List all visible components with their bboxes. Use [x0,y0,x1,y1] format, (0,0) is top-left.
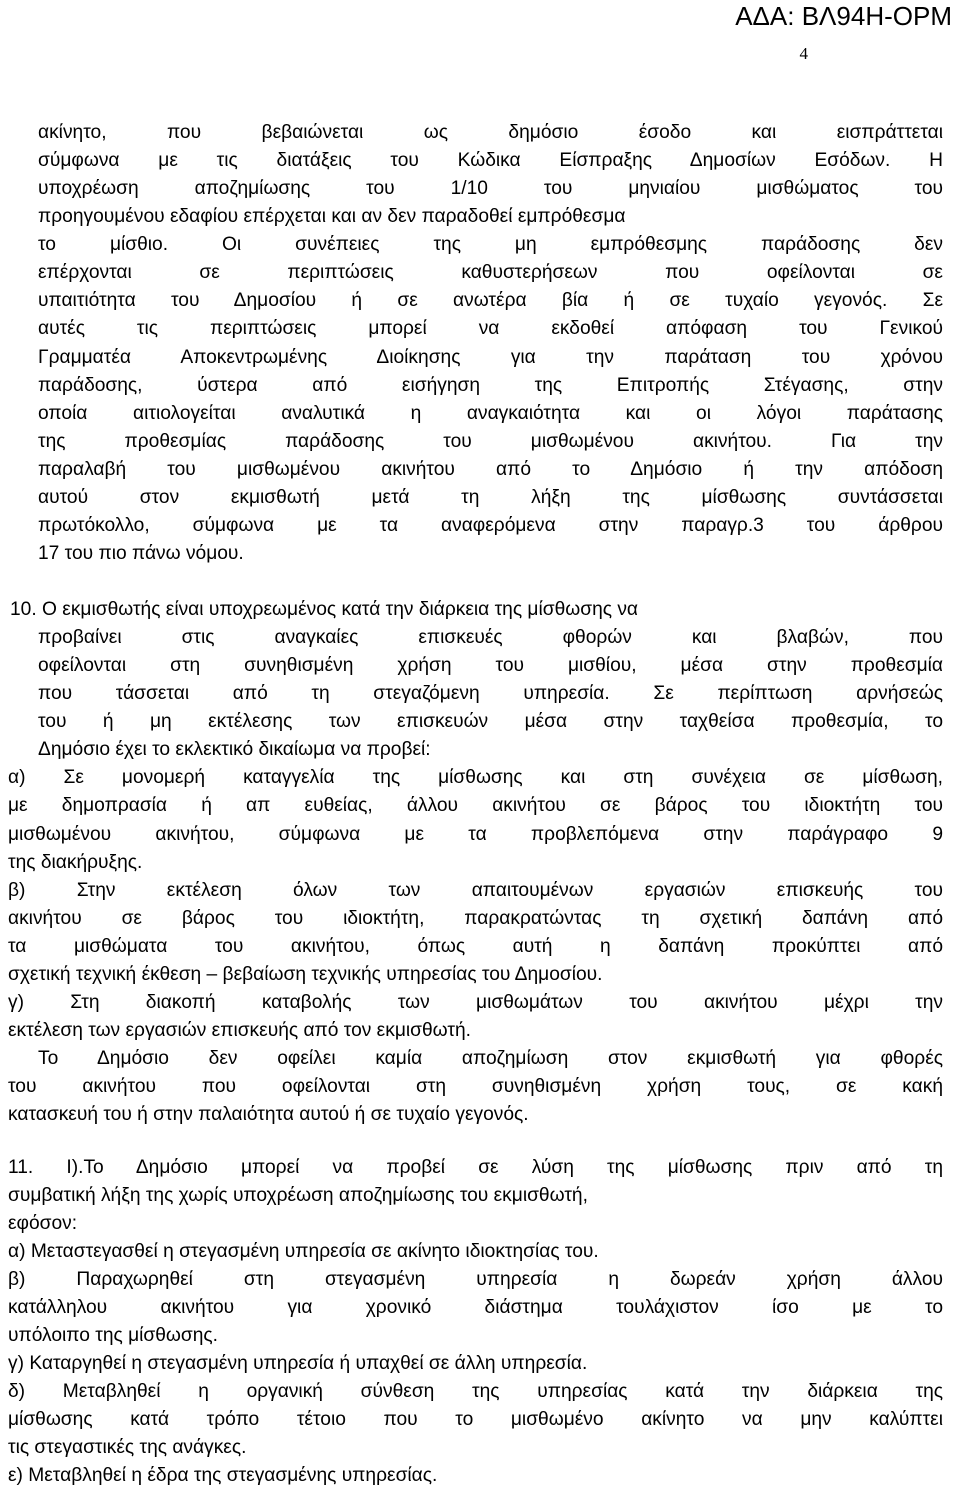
text-line: της διακήρυξης. [8,852,143,873]
text-line: που τάσσεται από τη στεγαζόμενη υπηρεσία. Σε περίπτωση αρνήσεώς [38,683,943,704]
text-line: προηγουμένου εδαφίου επέρχεται και αν δεν παραδοθεί εμπρόθεσμα [38,206,626,227]
text-line: 17 του πιο πάνω νόμου. [38,543,244,564]
page-number: 4 [799,44,808,63]
text-line: αυτές τις περιπτώσεις μπορεί να εκδοθεί απόφαση του Γενικού [38,318,943,339]
text-line: α) Μεταστεγασθεί η στεγασμένη υπηρεσία σε ακίνητο ιδιοκτησίας του. [8,1241,599,1262]
text-line: με δημοπρασία ή απ ευθείας, άλλου ακινήτου σε βάρος του ιδιοκτήτη του [8,795,943,816]
text-line: μισθωμένου ακινήτου, σύμφωνα με τα προβλεπόμενα στην παράγραφο 9 [8,824,943,845]
text-line: παράδοσης, ύστερα από εισήγηση της Επιτροπής Στέγασης, στην [38,375,943,396]
text-line: β) Στην εκτέλεση όλων των απαιτουμένων εργασιών επισκευής του [8,880,943,901]
text-line: δ) Μεταβληθεί η οργανική σύνθεση της υπηρεσίας κατά την διάρκεια της [8,1381,943,1402]
text-line: συμβατική λήξη της χωρίς υποχρέωση αποζημίωσης του εκμισθωτή, [8,1185,588,1206]
text-line: παραλαβή του μισθωμένου ακινήτου από το Δημόσιο ή την απόδοση [38,459,943,480]
text-line: του ακινήτου που οφείλονται στη συνηθισμένη χρήση τους, σε κακή [8,1076,943,1097]
ada-code: ΑΔΑ: ΒΛ94Η-ΟΡΜ [735,1,952,31]
text-line: Το Δημόσιο δεν οφείλει καμία αποζημίωση στον εκμισθωτή για φθορές [38,1048,943,1069]
text-line: αυτού στον εκμισθωτή μετά τη λήξη της μίσθωσης συντάσσεται [38,487,943,508]
text-line: Δημόσιο έχει το εκλεκτικό δικαίωμα να προβεί: [38,739,431,760]
text-line: εκτέλεση των εργασιών επισκευής από τον εκμισθωτή. [8,1020,471,1041]
text-line: ακίνητο, που βεβαιώνεται ως δημόσιο έσοδο και εισπράττεται [38,122,943,143]
text-line: το μίσθιο. Οι συνέπειες της μη εμπρόθεσμης παράδοσης δεν [38,234,943,255]
text-line: υπόλοιπο της μίσθωσης. [8,1325,218,1346]
text-line: κατασκευή του ή στην παλαιότητα αυτού ή σε τυχαίο γεγονός. [8,1104,529,1125]
text-line: πρωτόκολλο, σύμφωνα με τα αναφερόμενα στην παραγρ.3 του άρθρου [38,515,943,536]
text-line: σχετική τεχνική έκθεση – βεβαίωση τεχνικής υπηρεσίας του Δημοσίου. [8,964,603,985]
text-line: υπαιτιότητα του Δημοσίου ή σε ανωτέρα βία ή σε τυχαίο γεγονός. Σε [38,290,943,311]
text-line: υποχρέωση αποζημίωσης του 1/10 του μηνιαίου μισθώματος του [38,178,943,199]
text-line: γ) Στη διακοπή καταβολής των μισθωμάτων του ακινήτου μέχρι την [8,992,943,1013]
text-line: 10. Ο εκμισθωτής είναι υποχρεωμένος κατά την διάρκεια της μίσθωσης να [10,599,639,620]
text-line: προβαίνει στις αναγκαίες επισκευές φθορών και βλαβών, που [38,627,943,648]
text-line: του ή μη εκτέλεσης των επισκευών μέσα στην ταχθείσα προθεσμία, το [38,711,943,732]
text-line: κατάλληλου ακινήτου για χρονικό διάστημα τουλάχιστον ίσο με το [8,1297,943,1318]
text-line: εφόσον: [8,1213,78,1234]
text-line: β) Παραχωρηθεί στη στεγασμένη υπηρεσία η δωρεάν χρήση άλλου [8,1269,943,1290]
text-line: Γραμματέα Αποκεντρωμένης Διοίκησης για την παράταση του χρόνου [38,347,943,368]
text-line: οποία αιτιολογείται αναλυτικά η αναγκαιότητα και οι λόγοι παράτασης [38,403,943,424]
text-line: ακινήτου σε βάρος του ιδιοκτήτη, παρακρατώντας τη σχετική δαπάνη από [8,908,943,929]
text-line: α) Σε μονομερή καταγγελία της μίσθωσης και στη συνέχεια σε μίσθωση, [8,767,943,788]
text-line: σύμφωνα με τις διατάξεις του Κώδικα Είσπραξης Δημοσίων Εσόδων. Η [38,150,943,171]
text-line: γ) Καταργηθεί η στεγασμένη υπηρεσία ή υπαχθεί σε άλλη υπηρεσία. [8,1353,588,1374]
text-line: ε) Μεταβληθεί η έδρα της στεγασμένης υπηρεσίας. [8,1465,438,1486]
text-line: της προθεσμίας παράδοσης του μισθωμένου ακινήτου. Για την [38,431,943,452]
text-line: 11. Ι).Το Δημόσιο μπορεί να προβεί σε λύση της μίσθωσης πριν από τη [8,1157,943,1178]
text-line: τις στεγαστικές της ανάγκες. [8,1437,247,1458]
text-line: επέρχονται σε περιπτώσεις καθυστερήσεων που οφείλονται σε [38,262,943,283]
text-line: οφείλονται στη συνηθισμένη χρήση του μισθίου, μέσα στην προθεσμία [38,655,943,676]
text-line: τα μισθώματα του ακινήτου, όπως αυτή η δαπάνη προκύπτει από [8,936,943,957]
text-line: μίσθωσης κατά τρόπο τέτοιο που το μισθωμένο ακίνητο να μην καλύπτει [8,1409,943,1430]
